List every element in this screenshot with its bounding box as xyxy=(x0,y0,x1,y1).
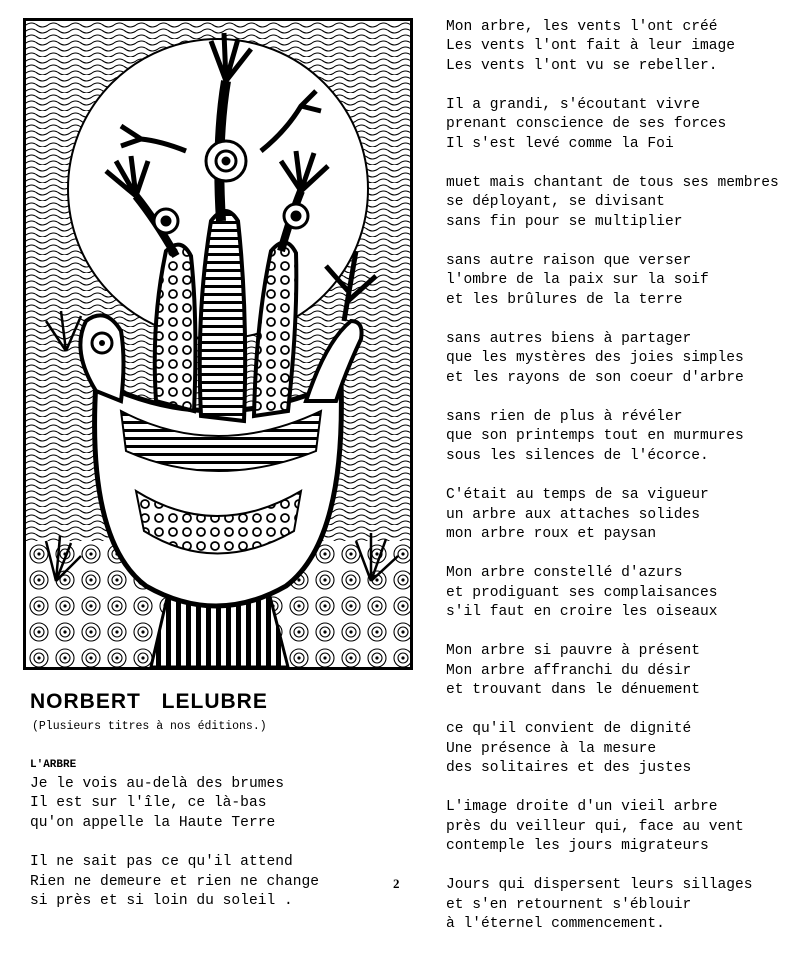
left-column-stanzas xyxy=(30,775,319,911)
poem-line: contemple les jours migrateurs xyxy=(446,837,709,854)
stanza xyxy=(446,96,779,154)
poem-line: l'ombre de la paix sur la soif xyxy=(446,272,709,289)
stanza xyxy=(446,252,779,310)
poem-line: sans autre raison que verser xyxy=(446,253,692,270)
stanza xyxy=(446,174,779,232)
poem-line: sans fin pour se multiplier xyxy=(446,213,683,230)
poem-line: des solitaires et des justes xyxy=(446,759,692,776)
poem-line: Mon arbre affranchi du désir xyxy=(446,662,692,679)
poem-line: ce qu'il convient de dignité xyxy=(446,721,692,738)
stanza xyxy=(446,642,779,700)
tree-hand-illustration xyxy=(23,18,413,670)
poem-line: qu'on appelle la Haute Terre xyxy=(30,814,276,831)
poem-line: Rien ne demeure et rien ne change xyxy=(30,873,320,890)
poem-line: à l'éternel commencement. xyxy=(446,915,665,932)
stanza xyxy=(446,720,779,778)
poem-line: C'était au temps de sa vigueur xyxy=(446,487,709,504)
poem-line: que son printemps tout en murmures xyxy=(446,428,744,445)
poem-line: prenant conscience de ses forces xyxy=(446,116,727,133)
stanza xyxy=(446,798,779,856)
poem-line: et s'en retournent s'éblouir xyxy=(446,896,692,913)
poem-line: muet mais chantant de tous ses membres xyxy=(446,175,779,192)
stanza xyxy=(446,876,779,934)
poem-line: Mon arbre constellé d'azurs xyxy=(446,565,683,582)
poem-line: Il a grandi, s'écoutant vivre xyxy=(446,97,700,114)
poem-line: sans rien de plus à révéler xyxy=(446,409,683,426)
poem-line: Jours qui dispersent leurs sillages xyxy=(446,877,753,894)
poem-line: sans autres biens à partager xyxy=(446,331,692,348)
poem-line: Il est sur l'île, ce là-bas xyxy=(30,795,267,812)
right-column-stanzas xyxy=(446,18,779,934)
stanza xyxy=(446,486,779,544)
stanza xyxy=(446,564,779,622)
poem-line: que les mystères des joies simples xyxy=(446,350,744,367)
poem-line: se déployant, se divisant xyxy=(446,194,665,211)
poem-line: et les rayons de son coeur d'arbre xyxy=(446,369,744,386)
poem-line: et trouvant dans le dénuement xyxy=(446,681,700,698)
poem-title: L'ARBRE xyxy=(30,759,77,771)
poem-line: Les vents l'ont vu se rebeller. xyxy=(446,57,718,74)
stanza xyxy=(446,330,779,388)
stanza xyxy=(30,853,319,911)
poem-line: Il s'est levé comme la Foi xyxy=(446,135,674,152)
author-note: (Plusieurs titres à nos éditions.) xyxy=(32,720,267,733)
poem-line: Mon arbre si pauvre à présent xyxy=(446,643,700,660)
poem-line: près du veilleur qui, face au vent xyxy=(446,818,744,835)
poem-line: et les brûlures de la terre xyxy=(446,291,683,308)
poem-line: Mon arbre, les vents l'ont créé xyxy=(446,19,718,35)
poem-line: mon arbre roux et paysan xyxy=(446,525,657,542)
stanza xyxy=(446,408,779,466)
poem-line: un arbre aux attaches solides xyxy=(446,506,700,523)
stanza xyxy=(446,18,779,76)
poem-line: si près et si loin du soleil . xyxy=(30,893,293,910)
page-number: 2 xyxy=(393,876,400,891)
poem-line: Il ne sait pas ce qu'il attend xyxy=(30,854,293,871)
poem-line: Je le vois au-delà des brumes xyxy=(30,776,284,792)
author-name: NORBERT LELUBRE xyxy=(30,690,268,713)
poem-line: s'il faut en croire les oiseaux xyxy=(446,603,718,620)
poem-line: Les vents l'ont fait à leur image xyxy=(446,38,736,55)
poem-line: L'image droite d'un vieil arbre xyxy=(446,799,718,816)
poem-line: et prodiguant ses complaisances xyxy=(446,584,718,601)
stanza xyxy=(30,775,319,833)
poem-line: sous les silences de l'écorce. xyxy=(446,447,709,464)
poem-line: Une présence à la mesure xyxy=(446,740,657,757)
